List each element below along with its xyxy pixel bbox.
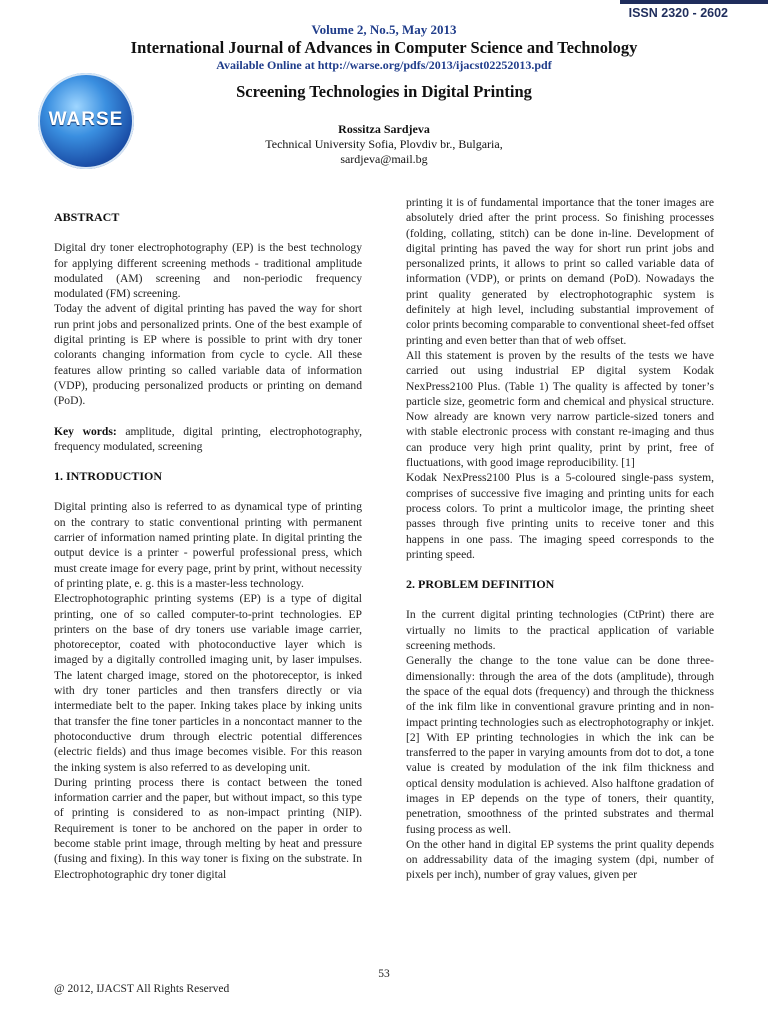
body-paragraph: Kodak NexPress2100 Plus is a 5-coloured single-pass system, comprises of successive five imaging and printing units for each process colors. To print a multicolor image, the printing sheet passes through five printing units to receive toner and this happens in one pass. The imaging speed corresponds to the printing speed.	[406, 471, 714, 561]
keywords-text: amplitude, digital printing, electrophotography, frequency modulated, screening	[54, 424, 362, 453]
body-paragraph: In the current digital printing technologies (CtPrint) there are virtually no limits to the practical application of variable screening methods.	[406, 608, 714, 653]
author-name: Rossitza Sardjeva	[338, 122, 430, 136]
introduction-paragraph: Digital printing also is referred to as dynamical type of printing on the contrary to static conventional printing with permanent carrier of information named printing plate. In digital printing the output device is a printer - powerful professional press, which must create image for every page, print by print, without necessity of printing plate, e. g. this is a master-less technology.	[54, 500, 362, 590]
issn-bar	[620, 0, 768, 4]
journal-url[interactable]: Available Online at http://warse.org/pdfs/2013/ijacst02252013.pdf	[216, 58, 552, 72]
paper-title: Screening Technologies in Digital Printing	[236, 82, 532, 101]
abstract-paragraph: Digital dry toner electrophotography (EP) is the best technology for applying different screening methods - traditional amplitude modulated (AM) screening and non-periodic frequency modulated (FM) screening.	[54, 241, 362, 301]
problem-definition-heading: 2. PROBLEM DEFINITION	[406, 577, 555, 592]
abstract-paragraph: Today the advent of digital printing has paved the way for short run print jobs and personalized prints. One of the best example of digital printing is EP where is possible to print with dry toner colorants changing information from cycle to cycle. All these features allow printing so called variable data of information (VDP), producing personalized products or printing on demand (PoD).	[54, 302, 362, 408]
introduction-paragraph: During printing process there is contact between the toned information carrier and the paper, but without impact, so this type of printing is considered to as non-impact printing (NIP). Requirement is toner to be anchored on the paper in order to become stable print image, through melting by heat and pressure (fusing and fixing). In this way toner is fixing on the substrate. In Electrophotographic dry toner digital	[54, 775, 362, 881]
logo-text: WARSE	[48, 109, 124, 130]
copyright-footer: @ 2012, IJACST All Rights Reserved	[54, 983, 230, 995]
journal-title: International Journal of Advances in Computer Science and Technology	[130, 38, 638, 57]
page-number: 53	[378, 968, 390, 980]
keywords-label: Key words:	[54, 424, 117, 438]
right-column	[406, 195, 714, 883]
body-paragraph: All this statement is proven by the results of the tests we have carried out using industrial EP digital system Kodak NexPress2100 Plus. (Table 1) The quality is affected by toner’s particle size, geometric form and chemical and physical structure. Now already are known very narrow particle-sized toners and with stable electronic process with constant re-imaging and thus can produce very high print quality, print by print, free of fluctuations, with good image reproducibility. [1]	[406, 348, 714, 470]
body-paragraph: printing it is of fundamental importance that the toner images are absolutely dried after the print process. So finishing processes (folding, collating, stitch) can be done in-line. Development of digital printing has paved the way for short run print jobs and personalized prints, it allows to print so called variable data of information (VDP), or prints on demand (PoD). Nowadays the print quality generated by electrophotographic system is definitely at high level, including substantial improvement of color prints becoming comparable to conventional sheet-fed offset printing and even better than that of web offset.	[406, 196, 714, 347]
abstract-heading: ABSTRACT	[54, 210, 120, 224]
keywords	[54, 424, 362, 455]
introduction-paragraph: Electrophotographic printing systems (EP) is a type of digital printing, one of so called computer-to-print technologies. EP printers on the base of dry toners use variable image carrier, photoreceptor, coated with photoconductive layer which is imaged by a digitally controlled imaging unit, by laser impulses. The latent charged image, stored on the photoreceptor, is inked with dry toner particles and then transfers directly or via intermediate belt to the paper. Inking takes place by inking units that transfer the fine toner particles in a noncontact manner to the photoconductive drum through electric potential differences (electric fields) and thus image becomes visible. For this reason the inking system is also referred to as developing unit.	[54, 592, 362, 774]
author-email: sardjeva@mail.bg	[340, 152, 428, 166]
body-paragraph: Generally the change to the tone value can be done three-dimensionally: through the area of the dots (amplitude), through the space of the equal dots (frequency) and through the thickness of the ink film like in conventional gravure printing and in non-impact printing technologies such as electrophotography or inkjet. [2] With EP printing technologies in which the ink can be transferred to the paper in varying amounts from dot to dot, a tone value is created by modulation of the ink film thickness and optical density modulation is achieved. Also halftone gradation of images in EP depends on the type of toners, their quantity, penetration, smoothness of the printed substrates and thermal fusing process as well.	[406, 654, 714, 836]
author-affiliation: Technical University Sofia, Plovdiv br., Bulgaria,	[265, 137, 503, 151]
left-column	[54, 210, 362, 882]
issn: ISSN 2320 - 2602	[628, 6, 728, 20]
journal-volume: Volume 2, No.5, May 2013	[311, 22, 457, 37]
introduction-heading: 1. INTRODUCTION	[54, 469, 163, 484]
body-paragraph: On the other hand in digital EP systems the print quality depends on addressability data of the imaging system (dpi, number of pixels per inch), number of gray values, given per	[406, 837, 714, 882]
